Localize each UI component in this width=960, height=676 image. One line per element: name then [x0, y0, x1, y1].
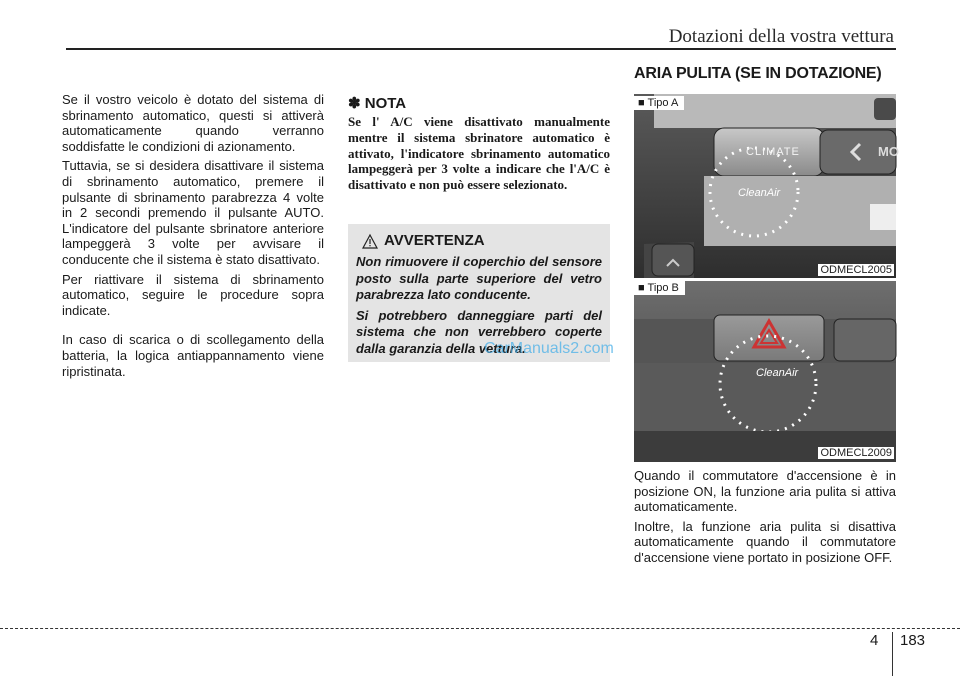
cleanair-indicator-label: CleanAir: [738, 187, 781, 199]
paragraph: Per riattivare il sistema di sbrinamento automatico, seguire le procedure sopra indicate.: [62, 271, 324, 318]
figure-tipo-b: [634, 281, 896, 462]
warning-paragraph: Non rimuovere il coperchio del sensore posto sulla parte superiore del vetro parabrezza lato conducente.: [356, 254, 602, 302]
page-number-divider: [892, 632, 893, 676]
figure-tipo-a: [634, 94, 899, 278]
warning-heading: AVVERTENZA: [384, 232, 485, 249]
paragraph: In caso di scarica o di scollegamento della batteria, la logica antiappannamento viene ripristinata.: [62, 332, 324, 379]
tipo-b-badge: ■ Tipo B: [634, 281, 685, 295]
section-number: 4: [870, 632, 879, 649]
warning-paragraph: Si potrebbero danneggiare parti del sistema che non verrebbero coperte dalla garanzia della vettura.: [356, 307, 602, 356]
nota-heading: ✽ NOTA: [348, 95, 407, 112]
page-header-title: Dotazioni della vostra vettura: [668, 26, 894, 47]
tipo-a-badge: ■ Tipo A: [634, 96, 684, 110]
climate-panel-photo-a: [634, 94, 896, 278]
cleanair-indicator-label: CleanAir: [756, 367, 799, 379]
nota-body: Se l' A/C viene disattivato manualmente mentre il sistema sbrinatore automatico è attivato, l'indicatore sbrinamento automatico lampeggerà per 3 volte a indicare che l'A/C è disattivato e non può essere selezionato.: [348, 114, 610, 193]
paragraph: Tuttavia, se si desidera disattivare il sistema di sbrinamento automatico, premere il pulsante di sbrinamento parabrezza 4 volte in 2 secondi premendo il pulsante AUTO. L'indicatore del pulsante sbrinatore anteriore lampeggerà 3 volte per avvisare il conducente che il sistema è stato disattivato.: [62, 158, 324, 267]
paragraph: Se il vostro veicolo è dotato del sistema di sbrinamento automatico, questi si attiverà automaticamente quando verranno soddisfatte le condizioni di azionamento.: [62, 92, 324, 154]
paragraph: Inoltre, la funzione aria pulita si disattiva automaticamente quando il commutatore d'accensione viene portato in posizione OFF.: [634, 518, 896, 565]
header-rule: [66, 48, 896, 50]
climate-button-label: CLIMATE: [746, 146, 800, 158]
mode-button-label: MO: [878, 144, 899, 159]
watermark: CarManuals2.com: [484, 340, 614, 357]
footer-rule: [0, 628, 960, 629]
section-title: ARIA PULITA (SE IN DOTAZIONE): [634, 65, 882, 82]
figure-code: ODMECL2005: [820, 264, 892, 276]
left-column: [62, 92, 324, 383]
figure-code: ODMECL2009: [820, 447, 892, 459]
right-column-text: [634, 468, 896, 570]
paragraph: Quando il commutatore d'accensione è in posizione ON, la funzione aria pulita si attiva automaticamente.: [634, 468, 896, 515]
warning-triangle-icon: [362, 234, 378, 249]
page-number: 183: [900, 632, 926, 649]
